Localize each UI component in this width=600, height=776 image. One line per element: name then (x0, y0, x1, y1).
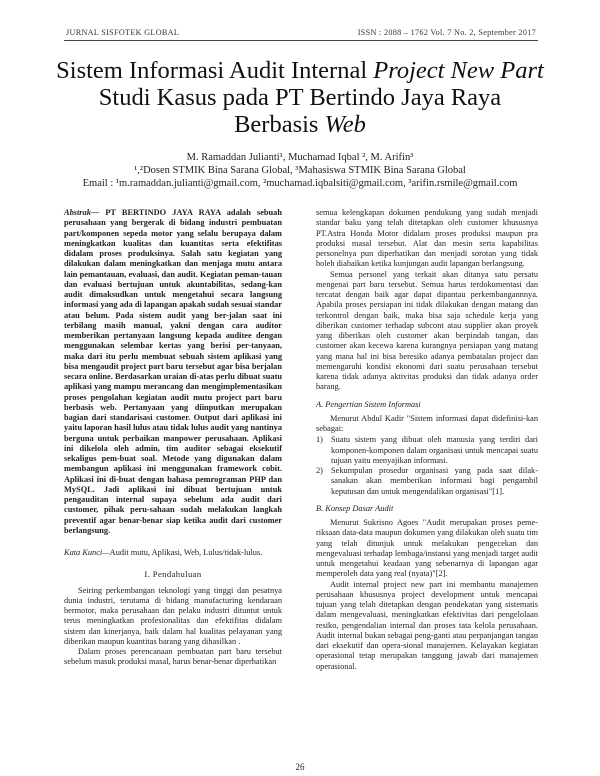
right-column (316, 208, 538, 672)
issn-info: ISSN : 2088 – 1762 Vol. 7 No. 2, September 2017 (357, 28, 536, 37)
author-affiliation: ¹,²Dosen STMIK Bina Sarana Global, ³Mahasiswa STMIK Bina Sarana Global (134, 165, 466, 176)
title-line2: Studi Kasus pada PT Bertindo Jaya Raya (98, 84, 502, 111)
author-block (40, 151, 560, 190)
list-text: Sekumpulan prosedur organisasi yang pada saat dilak-sanakan akan memberikan informasi bagi pengambil keputusan dan untuk mengendalikan organisasi"[1]. (331, 466, 538, 496)
list-item (316, 466, 538, 497)
keywords (64, 548, 282, 558)
section-a-heading: A. Pengertian Sistem Informasi (316, 399, 421, 409)
author-emails: Email : ¹m.ramaddan.julianti@gmail.com, ²muchamad.iqbalsiti@gmail.com, ³arifin.rsmile@gmail.com (82, 178, 518, 189)
keywords-label: Kata Kunci— (64, 548, 110, 557)
author-names: M. Ramaddan Julianti¹, Muchamad Iqbal ², M. Arifin³ (186, 152, 414, 163)
right-paragraph-2: Semua personel yang terkait akan ditanya satu persatu mengenai part baru tersebut. Semua harus terdokumentasi dan tercatat dengan baik agar dapat dipantau perkembangannnya. Apabila proses persiapan ini tidak dilakukan dengan matang dan terkontrol dengan baik, maka bisa saja schedule kerja yang diberikan customer terhadap subcont atau supplier akan proyek yang diberikan oleh customer akan berpindah tangan, dan customer akan kecewa karena kurangnya persiapan yang matang yang mana hal ini bisa beresiko adanya pembatalan project dan memengaruhi kondisi ekonomi dari suatu perusahaan tersebut karena tidak adanya aktivitas produksi dan tidak adanya order barang. (316, 269, 538, 392)
section-b-paragraph-2: Audit internal project new part ini membantu manajemen perusahaan khususnya project development untuk mencapai tujuan yang telah ditetapkan dengan pendekatan yang sistematis dalam mengevaluasi, meningkatkan efektivitas dari pengelolaan resiko, pengendalian internal dan proses tata kelola perusahaan. Audit internal bukan sebagai peng-ganti atau perpanjangan tangan dari eksekutif dan opera-sional manajemen. Kelayakan kegiatan operasional tetap merupakan tanggung jawab dari manajemen operasional. (316, 579, 538, 671)
intro-paragraph-2: Dalam proses perencanaan pembuatan part baru tersebut sebelum masuk produksi masal, harus benar-benar diperhatikan (64, 647, 282, 667)
page-number: 26 (295, 762, 305, 772)
definition-list (316, 435, 538, 497)
list-number: 2) (316, 466, 323, 475)
title-line1-italic: Project New Part (373, 57, 544, 84)
keywords-text: Audit mutu, Aplikasi, Web, Lulus/tidak-lulus. (109, 548, 263, 557)
intro-paragraph-1: Seiring perkembangan teknologi yang tinggi dan pesatnya dunia industri, terutama di bidang manufacturing kendaraan bermotor, maka perusahaan dan pelaku industri dituntut untuk terus meningkatkan profesionalitas dan efektifitas didalam sistem dan kinerjanya, baik dalam hal kualitas pelayanan yang diberikan maupun kuantitas barang yang dihasilkan . (64, 585, 282, 646)
section-b-paragraph-1: Menurut Sukrisno Agoes "Audit merupakan proses peme-riksaan data-data maupun dokumen yang dilakukan oleh suatu tim yang telah ditunjuk untuk melakukan pengecekan dan mengevaluasi terhadap lembaga/instansi yang menjadi target audit untuk mengetahui keadaan yang sebenarnya di lapangan agar memperoleh data yang real (nyata)"[2]. (316, 518, 538, 579)
title-line1: Sistem Informasi Audit Internal (56, 57, 374, 84)
list-number: 1) (316, 435, 323, 445)
section-b-heading: B. Konsep Dasar Audit (316, 503, 394, 513)
list-text: Suatu sistem yang dibuat oleh manusia yang terdiri dari komponen-komponen dalam organisasi untuk mencapai suatu tujuan yaitu menyajikan informasi. (331, 435, 538, 465)
abstract (64, 208, 282, 536)
abstract-text: PT BERTINDO JAYA RAYA adalah sebuah perusahaan yang bergerak di bidang industri pembuatan part/komponen sepeda motor yang selalu berupaya dalam meningkatkan kualitas dan kuantitas serta efektifitas didalam proses produksinya. Salah satu kegiatan yang dilakukan dalam meningkatkan dan menjaga mutu antara lain pemantauan, evaluasi, dan audit. Kegiatan peman-tauan dan evaluasi bertujuan untuk akuntabilitas, sedang-kan audit dimaksudkan untuk mengetahui secara langsung informasi yang ada di lapangan apakah sudah sesuai standar atau belum. Pada sistem audit yang ber-jalan saat ini terbilang masih manual, yakni dengan cara auditor memberikan pertanyaan langsung kepada auditee dengan menggunakan selembar kertas yang berisi per-tanyaan, maka dari itu perlu membuat sebuah sistem aplikasi yang bisa mengaudit project part baru tersebut agar bisa berjalan secara online. Berdasarkan uraian di-atas perlu dibuat suatu aplikasi yang mampu merancang dan mengimplementasikan proses pengolahan kegiatan audit mutu project part baru berbasis web. Pertanyaan yang diinputkan merupakan bagian dari standarisasi customer. Output dari aplikasi ini yaitu laporan hasil lulus atau tidak lulus audit yang nantinya berguna untuk perbaikan manpower perusahaan. Aplikasi ini dikelola oleh admin, tim auditor sebagai eksekutif sekaligus pem-buat soal. Metode yang digunakan dalam membangun aplikasi ini menggunakan framework cobit. Aplikasi ini di-buat dengan bahasa pemrograman PHP dan MySQL. Jadi aplikasi ini dibuat bertujuan untuk pengauditan internal supaya sebelum ada audit dari customer, pihak peru-sahaan sudah melakukan langkah preventif agar benar-benar siap ketika audit dari customer berlangsung. (64, 208, 282, 535)
header-divider (64, 40, 538, 41)
journal-name: JURNAL SISFOTEK GLOBAL (66, 28, 180, 37)
section-a-intro: Menurut Abdul Kadir "Sistem informasi dapat didefinisi-kan sebagai: (316, 413, 538, 433)
intro-heading: I. Pendahuluan (144, 569, 202, 580)
abstract-label: Abstrak— (64, 208, 100, 217)
left-column (64, 208, 282, 668)
title-line3: Berbasis (234, 111, 325, 138)
list-item (316, 435, 538, 466)
right-paragraph-1: semua kelengkapan dokumen pendukung yang sudah menjadi standar baku yang telah ditetapkan oleh customer khususnya PT.Astra Honda Motor didalam proses produksi maupun pra produksi masal tersebut. Alat dan mesin serta kapabilitas personelnya pun diperhatikan dan menjadi sorotan yang tidak boleh diabaikan ketika kunjungan audit lapangan berlangsung. (316, 208, 538, 269)
paper-title (40, 57, 560, 138)
title-line3-italic: Web (324, 111, 366, 138)
